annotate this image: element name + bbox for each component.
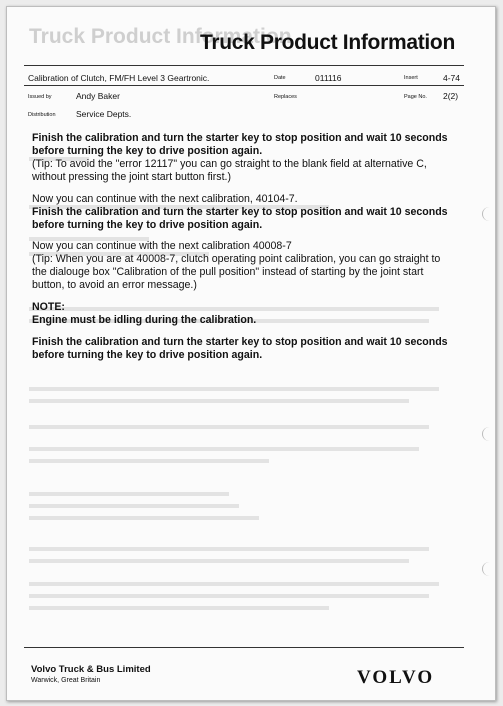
date-value: 011116 <box>315 73 342 83</box>
show-through-line <box>29 559 409 563</box>
paragraph-text: Now you can continue with the next calibration, 40104-7. <box>32 192 298 205</box>
note-heading: NOTE: <box>32 301 65 314</box>
page-label: Page No. <box>404 94 427 100</box>
punch-hole <box>482 562 496 576</box>
date-label: Date <box>274 75 286 81</box>
paragraph-4 <box>32 336 457 362</box>
punch-hole <box>482 207 496 221</box>
document-body <box>32 132 457 371</box>
insert-value: 4-74 <box>443 73 461 83</box>
instruction-bold: Finish the calibration and turn the starter key to stop position and wait 10 seconds before turning the key to drive position again. <box>32 335 448 361</box>
distribution-label: Distribution <box>28 112 56 118</box>
punch-hole <box>482 427 496 441</box>
show-through-line <box>29 582 439 586</box>
issued-label: Issued by <box>28 94 52 100</box>
tip-text: (Tip: To avoid the "error 12117" you can go straight to the blank field at alternative C, without pressing the joint start button first.) <box>32 157 427 183</box>
tip-text: (Tip: When you are at 40008-7, clutch operating point calibration, you can go straight to the dialouge box "Calibration of the pull position" instead of starting by the joint start button, to avoid an error message.) <box>32 253 441 292</box>
show-through-line <box>29 504 239 508</box>
show-through-line <box>29 447 419 451</box>
paragraph-text: Now you can continue with the next calibration 40008-7 <box>32 240 292 253</box>
note <box>32 301 457 327</box>
footer-location: Warwick, Great Britain <box>31 677 101 684</box>
distribution-value: Service Depts. <box>76 109 132 119</box>
show-through-line <box>29 425 429 429</box>
show-through-line <box>29 492 229 496</box>
document-page <box>6 6 496 701</box>
instruction-bold: Finish the calibration and turn the starter key to stop position and wait 10 seconds before turning the key to drive position again. <box>32 132 448 157</box>
show-through-title: Truck Product Information <box>29 25 292 48</box>
show-through-line <box>29 606 329 610</box>
show-through-line <box>29 516 259 520</box>
paragraph-2 <box>32 193 457 232</box>
footer-company: Volvo Truck & Bus Limited <box>31 664 151 675</box>
page-value: 2(2) <box>443 91 459 101</box>
paragraph-3 <box>32 240 457 292</box>
insert-label: Insert <box>404 75 418 81</box>
header-rule <box>24 85 464 86</box>
replaces-label: Replaces <box>274 94 297 100</box>
footer-rule <box>24 647 464 648</box>
paragraph-1 <box>32 132 457 184</box>
show-through-line <box>29 547 429 551</box>
issued-value: Andy Baker <box>76 91 120 101</box>
document-title: Truck Product Information <box>199 31 455 54</box>
show-through-line <box>29 399 409 403</box>
volvo-logo: VOLVO <box>357 667 435 688</box>
note-text: Engine must be idling during the calibration. <box>32 314 257 327</box>
show-through-line <box>29 387 439 391</box>
show-through-line <box>29 594 429 598</box>
header-rule <box>24 65 464 66</box>
instruction-bold: Finish the calibration and turn the starter key to stop position and wait 10 seconds before turning the key to drive position again. <box>32 205 448 231</box>
subject: Calibration of Clutch, FM/FH Level 3 Geartronic. <box>28 73 210 83</box>
show-through-line <box>29 459 269 463</box>
